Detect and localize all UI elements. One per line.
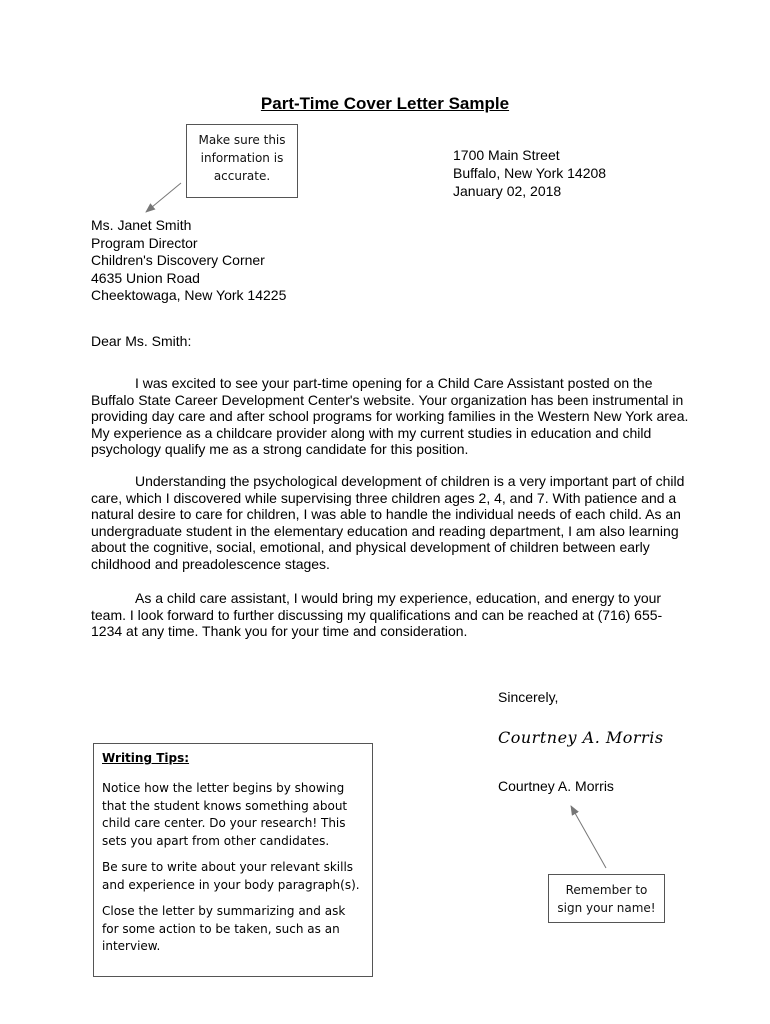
recipient-title: Program Director [91, 234, 198, 251]
sender-street: 1700 Main Street [453, 147, 560, 163]
body-paragraph-1: I was excited to see your part-time opening for a Child Care Assistant posted on the Buffalo State Career Development Center's website. Your organization has been instrumental in providing day care and after school programs for working families in the Western New York area. My experience as a childcare provider along with my current studies in education and child psychology qualify me as a strong candidate for this position. [91, 375, 689, 458]
page-title: Part-Time Cover Letter Sample [260, 94, 510, 113]
callout-line: sign your name! [557, 901, 656, 915]
callout-line: information is [200, 151, 284, 165]
body-paragraph-2: Understanding the psychological development of children is a very important part of child care, which I discovered while supervising three children ages 2, 4, and 7. With patience and a natural desire to care for children, I was able to handle the individual needs of each child. As an undergraduate student in the elementary education and reading department, I am also learning about the cognitive, social, emotional, and physical development of children between early childhood and preadolescence stages. [91, 473, 685, 572]
sender-city: Buffalo, New York 14208 [453, 165, 607, 181]
writing-tip: Be sure to write about your relevant skills and experience in your body paragraph(s). [102, 860, 360, 892]
writing-tip: Close the letter by summarizing and ask for some action to be taken, such as an interview. [102, 904, 346, 953]
recipient-name: Ms. Janet Smith [91, 217, 192, 233]
closing: Sincerely, [498, 689, 559, 705]
writing-tip: Notice how the letter begins by showing that the student knows something about child care center. Do your research! This sets you apart from other candidates. [102, 781, 348, 848]
callout-line: Make sure this [198, 133, 286, 147]
arrow-to-address [146, 183, 181, 212]
printed-name: Courtney A. Morris [498, 778, 614, 794]
arrow-to-signature [571, 806, 606, 868]
recipient-street: 4635 Union Road [91, 269, 200, 286]
letter-date: January 02, 2018 [453, 183, 562, 199]
writing-tips-title: Writing Tips: [102, 751, 190, 765]
callout-line: Remember to [565, 883, 648, 897]
salutation: Dear Ms. Smith: [91, 333, 192, 349]
recipient-city: Cheektowaga, New York 14225 [91, 287, 287, 303]
body-paragraph-3: As a child care assistant, I would bring my experience, education, and energy to your team. I look forward to further discussing my qualifications and can be reached at (716) 655-1234 at any time. Thank you for your time and consideration. [91, 590, 663, 640]
handwritten-signature: Courtney A. Morris [498, 728, 664, 747]
callout-line: accurate. [213, 169, 271, 183]
recipient-organization: Children's Discovery Corner [91, 252, 265, 268]
